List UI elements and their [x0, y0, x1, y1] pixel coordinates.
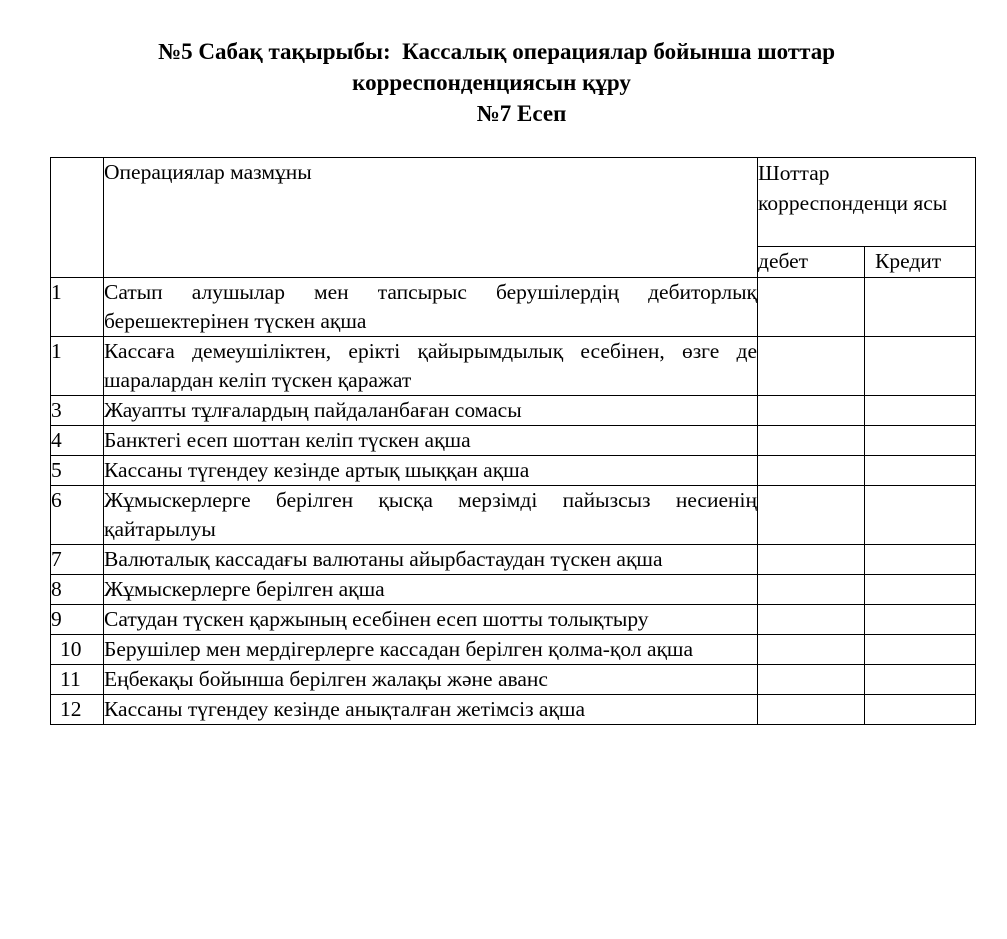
debit-cell	[758, 605, 865, 635]
table-row	[51, 695, 976, 725]
debit-cell	[758, 665, 865, 695]
row-number: 7	[51, 545, 104, 575]
credit-cell	[865, 665, 976, 695]
row-number: 6	[51, 486, 104, 545]
operation-text: Берушілер мен мердігерлерге кассадан берілген қолма-қол ақша	[104, 635, 758, 665]
table-row	[51, 635, 976, 665]
row-number: 8	[51, 575, 104, 605]
row-number: 11	[51, 665, 104, 695]
credit-cell	[865, 605, 976, 635]
row-number: 12	[51, 695, 104, 725]
operation-text: Банктегі есеп шоттан келіп түскен ақша	[104, 426, 758, 456]
operation-text: Еңбекақы бойынша берілген жалақы және аванс	[104, 665, 758, 695]
operation-text: Валюталық кассадағы валютаны айырбастаудан түскен ақша	[104, 545, 758, 575]
table-row	[51, 605, 976, 635]
row-number: 4	[51, 426, 104, 456]
credit-cell	[865, 426, 976, 456]
row-number: 9	[51, 605, 104, 635]
operation-text: Кассаға демеушіліктен, ерікті қайырымдылық есебінен, өзге де шаралардан келіп түскен қаражат	[104, 337, 758, 396]
operation-text: Жұмыскерлерге берілген ақша	[104, 575, 758, 605]
row-number: 1	[51, 278, 104, 337]
debit-cell	[758, 695, 865, 725]
debit-cell	[758, 426, 865, 456]
header-credit: Кредит	[865, 247, 976, 278]
credit-cell	[865, 695, 976, 725]
row-number: 10	[51, 635, 104, 665]
row-number: 5	[51, 456, 104, 486]
credit-cell	[865, 278, 976, 337]
row-number: 3	[51, 396, 104, 426]
debit-cell	[758, 396, 865, 426]
operation-text: Жауапты тұлғалардың пайдаланбаған сомасы	[104, 396, 758, 426]
operation-text: Кассаны түгендеу кезінде анықталған жетімсіз ақша	[104, 695, 758, 725]
operation-text: Кассаны түгендеу кезінде артық шыққан ақша	[104, 456, 758, 486]
operation-text: Сатып алушылар мен тапсырыс берушілердің дебиторлық берешектерінен түскен ақша	[104, 278, 758, 337]
header-debit: дебет	[758, 247, 865, 278]
table-row	[51, 486, 976, 545]
row-number: 1	[51, 337, 104, 396]
table-row	[51, 665, 976, 695]
debit-cell	[758, 635, 865, 665]
header-number-cell	[51, 158, 104, 278]
debit-cell	[758, 575, 865, 605]
credit-cell	[865, 635, 976, 665]
task-number-title: №7 Есеп	[476, 101, 567, 126]
table-row	[51, 396, 976, 426]
credit-cell	[865, 456, 976, 486]
credit-cell	[865, 486, 976, 545]
page-heading	[0, 36, 1007, 129]
table-row	[51, 337, 976, 396]
table-row	[51, 278, 976, 337]
lesson-topic-title: №5 Сабақ тақырыбы: Кассалық операциялар бойынша шоттар	[157, 39, 836, 64]
debit-cell	[758, 456, 865, 486]
debit-cell	[758, 545, 865, 575]
operation-text: Жұмыскерлерге берілген қысқа мерзімді пайызсыз несиенің қайтарылуы	[104, 486, 758, 545]
credit-cell	[865, 396, 976, 426]
table-row	[51, 426, 976, 456]
operation-text: Сатудан түскен қаржының есебінен есеп шотты толықтыру	[104, 605, 758, 635]
credit-cell	[865, 575, 976, 605]
header-operations: Операциялар мазмұны	[104, 158, 758, 278]
debit-cell	[758, 278, 865, 337]
operations-table	[50, 157, 976, 725]
header-accounts-correspondence: Шоттар корреспонденци ясы	[758, 158, 976, 247]
lesson-topic-title-continued: корреспонденциясын құру	[352, 70, 631, 95]
credit-cell	[865, 337, 976, 396]
credit-cell	[865, 545, 976, 575]
debit-cell	[758, 486, 865, 545]
debit-cell	[758, 337, 865, 396]
table-row	[51, 575, 976, 605]
table-header-row	[51, 158, 976, 247]
table-row	[51, 456, 976, 486]
table-row	[51, 545, 976, 575]
